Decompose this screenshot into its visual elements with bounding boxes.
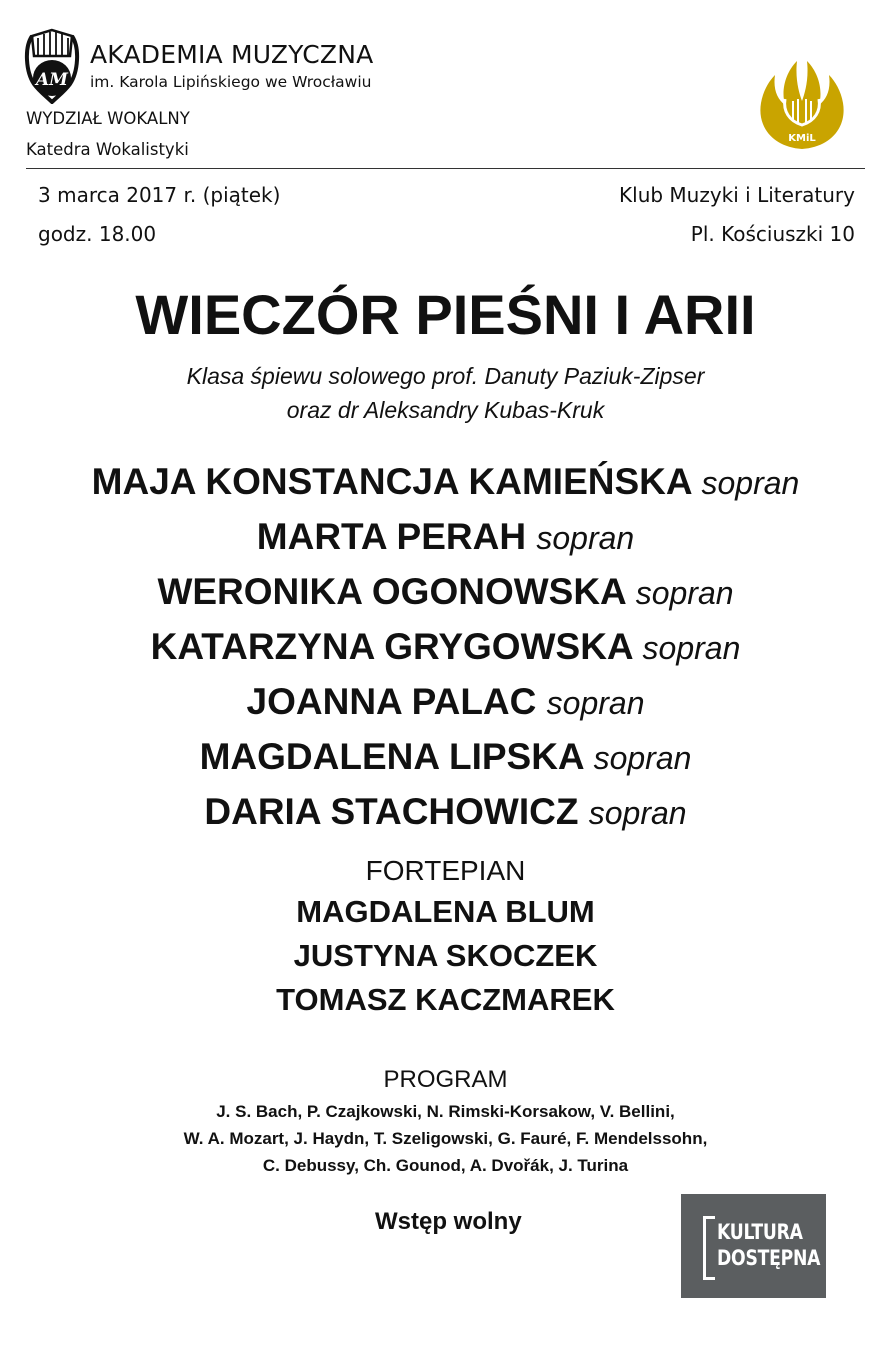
event-address: Pl. Kościuszki 10: [690, 222, 855, 246]
department-name: WYDZIAŁ WOKALNY: [26, 109, 190, 128]
program-heading: PROGRAM: [383, 1066, 508, 1093]
pianist-name: JUSTYNA SKOCZEK: [293, 938, 598, 973]
piano-heading: FORTEPIAN: [365, 855, 526, 886]
kultura-logo-line-2: DOSTĘPNA: [717, 1246, 821, 1270]
singer-name: MAJA KONSTANCJA KAMIEŃSKA: [91, 461, 692, 502]
singer-name: MAGDALENA LIPSKA: [199, 736, 584, 777]
singer-row: [0, 510, 891, 565]
singer-row: [0, 565, 891, 620]
pianist-name: MAGDALENA BLUM: [296, 894, 595, 929]
kultura-logo-line-1: KULTURA: [717, 1220, 803, 1244]
lyre-logo-letters: AM: [35, 70, 69, 90]
singers-list: [0, 455, 891, 840]
academy-subtitle: im. Karola Lipińskiego we Wrocławiu: [90, 73, 372, 91]
singer-voice: sopran: [588, 795, 687, 831]
singer-voice: sopran: [642, 630, 741, 666]
singer-voice: sopran: [635, 575, 734, 611]
program-line: J. S. Bach, P. Czajkowski, N. Rimski-Korsakow, V. Bellini,: [216, 1102, 675, 1121]
club-logo-small-letter: W: [797, 80, 807, 90]
club-lyre-flame-logo-icon: [753, 55, 851, 153]
concert-title: WIECZÓR PIEŚNI I ARII: [135, 283, 756, 346]
singer-voice: sopran: [546, 685, 645, 721]
academy-lyre-logo-icon: [24, 28, 80, 104]
kultura-dostepna-logo: [681, 1194, 826, 1298]
singer-name: KATARZYNA GRYGOWSKA: [150, 626, 633, 667]
singer-row: [0, 455, 891, 510]
singer-voice: sopran: [701, 465, 800, 501]
bracket-icon: [703, 1216, 715, 1280]
subtitle-line-1: Klasa śpiewu solowego prof. Danuty Paziuk-Zipser: [186, 363, 705, 389]
singer-row: [0, 620, 891, 675]
singer-voice: sopran: [536, 520, 635, 556]
pianists-list: [0, 890, 891, 1022]
program-line: W. A. Mozart, J. Haydn, T. Szeligowski, G. Fauré, F. Mendelssohn,: [183, 1129, 708, 1148]
chair-name: Katedra Wokalistyki: [26, 140, 189, 159]
singer-voice: sopran: [593, 740, 692, 776]
event-time: godz. 18.00: [38, 222, 157, 246]
subtitle-line-2: oraz dr Aleksandry Kubas-Kruk: [286, 397, 605, 423]
singer-row: [0, 785, 891, 840]
program-list: [0, 1098, 891, 1179]
event-venue: Klub Muzyki i Literatury: [619, 183, 855, 207]
singer-name: WERONIKA OGONOWSKA: [157, 571, 626, 612]
event-date: 3 marca 2017 r. (piątek): [38, 183, 281, 207]
singer-name: MARTA PERAH: [256, 516, 527, 557]
program-line: C. Debussy, Ch. Gounod, A. Dvořák, J. Turina: [262, 1156, 629, 1175]
singer-name: DARIA STACHOWICZ: [204, 791, 579, 832]
pianist-name: TOMASZ KACZMAREK: [276, 982, 615, 1017]
academy-name: AKADEMIA MUZYCZNA: [90, 40, 374, 69]
singer-row: [0, 675, 891, 730]
header-divider: [26, 168, 865, 169]
singer-name: JOANNA PALAC: [246, 681, 537, 722]
free-entry-note: Wstęp wolny: [375, 1208, 522, 1235]
singer-row: [0, 730, 891, 785]
club-logo-letters: KMiL: [788, 133, 816, 144]
